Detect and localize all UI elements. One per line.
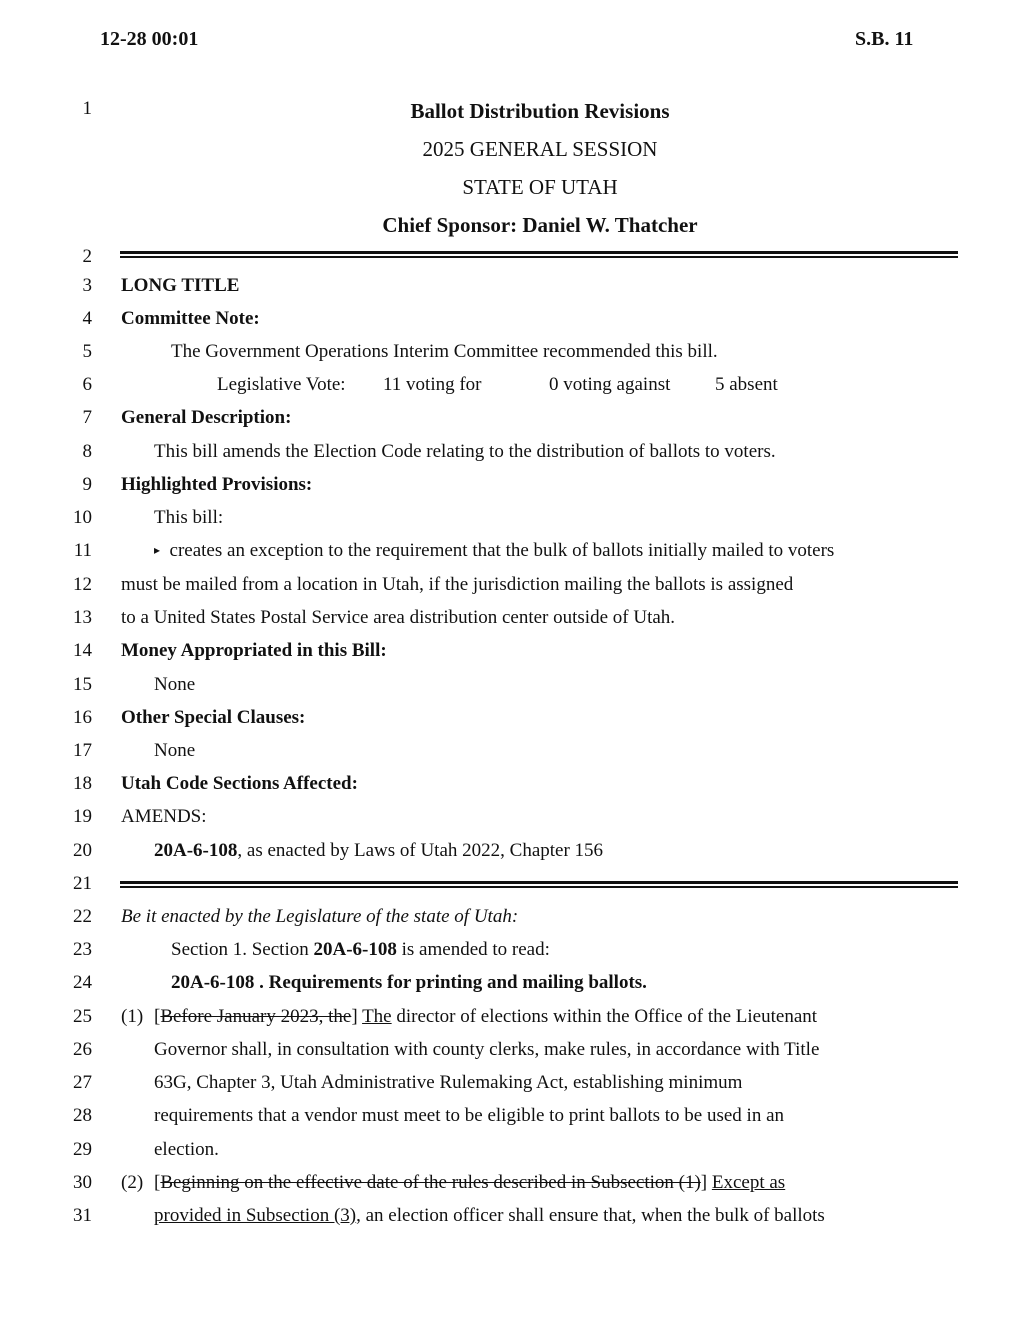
vote-absent: 5 absent: [715, 374, 778, 395]
double-rule: [120, 881, 958, 888]
legislative-vote-label: Legislative Vote:: [217, 374, 346, 395]
line-number: 22: [73, 906, 92, 927]
section-amendment-line: [171, 939, 550, 961]
line-number: 7: [82, 407, 92, 428]
line-number: 25: [73, 1006, 92, 1027]
section-heading: 20A-6-108 . Requirements for printing and mailing ballots.: [171, 972, 647, 993]
highlighted-item: [154, 540, 834, 562]
subsection-2-label: (2): [121, 1172, 144, 1193]
general-description-heading: General Description:: [121, 407, 292, 428]
long-title-heading: LONG TITLE: [121, 275, 240, 296]
line-number: 5: [82, 341, 92, 362]
line-number: 17: [73, 740, 92, 761]
state-label: STATE OF UTAH: [462, 175, 618, 199]
line-number: 24: [73, 972, 92, 993]
inserted-text: The: [362, 1006, 392, 1027]
bracket-open: [: [154, 1006, 161, 1027]
committee-note-text: The Government Operations Interim Committee recommended this bill.: [171, 341, 718, 362]
line-number: 4: [82, 308, 92, 329]
line-number: 3: [82, 275, 92, 296]
line-number: 16: [73, 707, 92, 728]
line-number: 31: [73, 1205, 92, 1226]
subsection-1-line: Governor shall, in consultation with county clerks, make rules, in accordance with Title: [154, 1039, 820, 1060]
subsection-1-line: 63G, Chapter 3, Utah Administrative Rulemaking Act, establishing minimum: [154, 1072, 743, 1093]
amended-section-number: 20A-6-108: [154, 840, 238, 861]
subsection-2-line: [154, 1205, 825, 1227]
vote-for: 11 voting for: [383, 374, 482, 395]
special-clauses-heading: Other Special Clauses:: [121, 707, 306, 728]
line-number: 9: [82, 474, 92, 495]
line-number: 21: [73, 873, 92, 894]
line-number: 28: [73, 1105, 92, 1126]
line-number: 1: [82, 98, 92, 119]
bracket-open: [: [154, 1172, 161, 1193]
line-number: 29: [73, 1139, 92, 1160]
header-bill-number: S.B. 11: [855, 28, 914, 50]
money-appropriated-value: None: [154, 674, 196, 695]
special-clauses-value: None: [154, 740, 196, 761]
line-number: 12: [73, 574, 92, 595]
subsection-2-text: , an election officer shall ensure that, when the bulk of ballots: [356, 1205, 825, 1226]
money-appropriated-heading: Money Appropriated in this Bill:: [121, 640, 387, 661]
section-number: 20A-6-108: [313, 939, 397, 960]
subsection-1-label: (1): [121, 1006, 144, 1027]
highlighted-item-line: must be mailed from a location in Utah, if the jurisdiction mailing the ballots is assigned: [121, 574, 794, 595]
enacting-clause: Be it enacted by the Legislature of the state of Utah:: [121, 906, 519, 927]
bracket-close: ]: [700, 1172, 708, 1193]
line-number: 8: [82, 441, 92, 462]
struck-text: Beginning on the effective date of the rules described in Subsection (1): [160, 1172, 701, 1193]
highlighted-item-line: to a United States Postal Service area distribution center outside of Utah.: [121, 607, 676, 628]
line-number: 30: [73, 1172, 92, 1193]
highlighted-provisions-heading: Highlighted Provisions:: [121, 474, 313, 495]
line-number: 26: [73, 1039, 92, 1060]
committee-note-heading: Committee Note:: [121, 308, 260, 329]
line-number: 13: [73, 607, 92, 628]
section-prefix: Section 1. Section: [171, 939, 314, 960]
bill-title: Ballot Distribution Revisions: [410, 99, 670, 123]
highlighted-item-line: creates an exception to the requirement that the bulk of ballots initially mailed to voters: [169, 540, 835, 561]
vote-against: 0 voting against: [549, 374, 671, 395]
line-number: 23: [73, 939, 92, 960]
bracket-close: ]: [351, 1006, 358, 1027]
line-number: 15: [73, 674, 92, 695]
line-number: 6: [82, 374, 92, 395]
amends-label: AMENDS:: [121, 806, 207, 827]
line-number: 2: [82, 246, 92, 267]
highlighted-intro: This bill:: [154, 507, 224, 528]
subsection-1-text: director of elections within the Office of the Lieutenant: [391, 1006, 818, 1027]
line-number: 19: [73, 806, 92, 827]
struck-text: Before January 2023, the: [160, 1006, 352, 1027]
double-rule: [120, 251, 958, 258]
line-number: 14: [73, 640, 92, 661]
amended-section-note: , as enacted by Laws of Utah 2022, Chapter 156: [237, 840, 604, 861]
bullet-icon: ▸: [154, 543, 161, 557]
header-date: 12-28 00:01: [100, 28, 199, 50]
line-number: 18: [73, 773, 92, 794]
inserted-text: Except as: [711, 1172, 786, 1193]
subsection-1-line: requirements that a vendor must meet to be eligible to print ballots to be used in an: [154, 1105, 785, 1126]
subsection-1-line: election.: [154, 1139, 219, 1160]
line-number: 27: [73, 1072, 92, 1093]
subsection-1-line: [154, 1006, 817, 1028]
amended-section-entry: [154, 840, 603, 862]
line-number: 11: [73, 540, 92, 561]
inserted-text: provided in Subsection (3): [154, 1205, 357, 1226]
line-number: 10: [73, 507, 92, 528]
code-sections-heading: Utah Code Sections Affected:: [121, 773, 358, 794]
session-label: 2025 GENERAL SESSION: [422, 137, 658, 161]
chief-sponsor: Chief Sponsor: Daniel W. Thatcher: [382, 213, 698, 237]
section-suffix: is amended to read:: [396, 939, 550, 960]
subsection-2-line: [154, 1172, 785, 1194]
general-description-text: This bill amends the Election Code relating to the distribution of ballots to voters.: [154, 441, 776, 462]
line-number: 20: [73, 840, 92, 861]
